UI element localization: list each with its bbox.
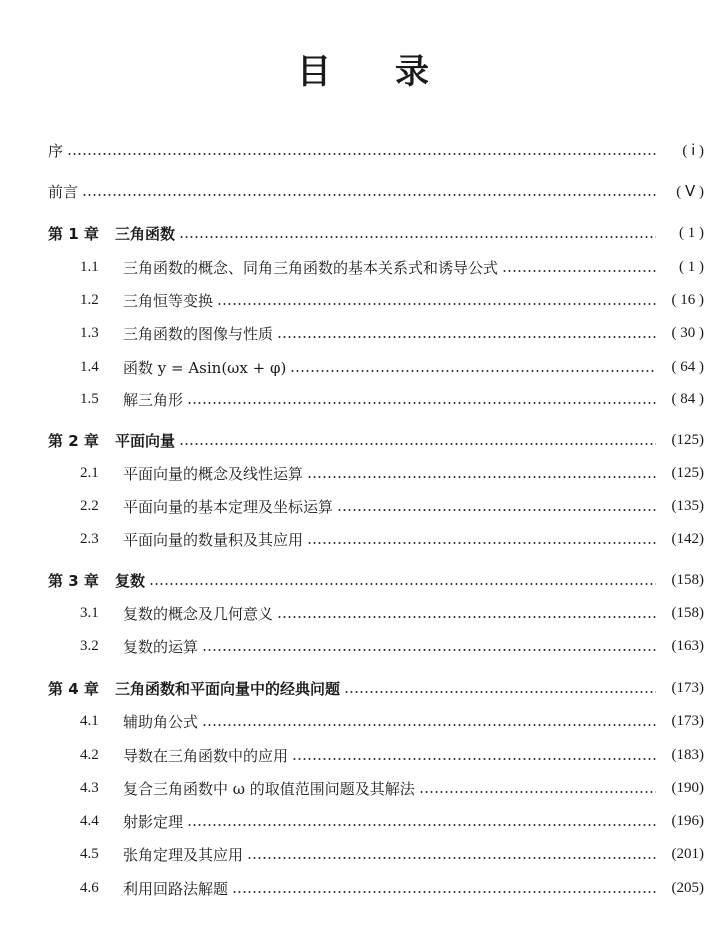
toc-entry-number: 4.4 xyxy=(80,812,99,829)
toc-entry-number: 4.2 xyxy=(80,746,99,763)
dot-leader xyxy=(277,336,656,338)
toc-entry-title: 平面向量的基本定理及坐标运算 xyxy=(123,497,334,516)
dot-leader xyxy=(419,791,656,793)
toc-section-row xyxy=(0,743,728,767)
toc-entry-title: 三角函数的图像与性质 xyxy=(123,324,274,343)
dot-leader xyxy=(502,270,656,272)
toc-section-row xyxy=(0,527,728,551)
toc-entry-number: 第 1 章 xyxy=(48,224,99,243)
toc-entry-title: 三角恒等变换 xyxy=(123,291,214,310)
toc-entry-title: 辅助角公式 xyxy=(123,712,199,731)
toc-page-number: (183) xyxy=(671,746,704,763)
dot-leader xyxy=(67,153,656,155)
dot-leader xyxy=(344,691,656,693)
dot-leader xyxy=(232,891,656,893)
toc-page-number: (196) xyxy=(671,812,704,829)
page-title xyxy=(0,44,728,93)
toc-chapter-row xyxy=(0,568,728,592)
toc-entry-number: 4.1 xyxy=(80,712,99,729)
dot-leader xyxy=(307,542,656,544)
toc-page-number: ( 30 ) xyxy=(671,324,704,341)
toc-entry-title: 三角函数和平面向量中的经典问题 xyxy=(115,679,341,698)
dot-leader xyxy=(187,824,656,826)
dot-leader xyxy=(149,583,656,585)
toc-page-number: (163) xyxy=(671,637,704,654)
toc-page-number: (142) xyxy=(671,530,704,547)
dot-leader xyxy=(179,443,656,445)
toc-entry-title: 三角函数的概念、同角三角函数的基本关系式和诱导公式 xyxy=(123,258,499,277)
toc-entry-title: 复数的概念及几何意义 xyxy=(123,604,274,623)
toc-entry-number: 2.3 xyxy=(80,530,99,547)
toc-entry-number: 4.6 xyxy=(80,879,99,896)
toc-page-number: ( 84 ) xyxy=(671,390,704,407)
toc-chapter-row xyxy=(0,676,728,700)
toc-entry-number: 4.3 xyxy=(80,779,99,796)
toc-entry-title: 导数在三角函数中的应用 xyxy=(123,746,289,765)
toc-chapter-row xyxy=(0,428,728,452)
toc-entry-title: 复合三角函数中 ω 的取值范围问题及其解法 xyxy=(123,779,415,798)
toc-page-number: ( 64 ) xyxy=(671,358,704,375)
toc-entry-number: 1.3 xyxy=(80,324,99,341)
toc-page-number: (125) xyxy=(671,431,704,448)
page-title-char-1: 目 xyxy=(297,52,333,92)
toc-entry-title: 解三角形 xyxy=(123,390,184,409)
toc-section-row xyxy=(0,776,728,800)
toc-page-number: (173) xyxy=(671,679,704,696)
toc-entry-number: 第 3 章 xyxy=(48,571,99,590)
toc-section-row xyxy=(0,634,728,658)
toc-entry-title: 序 xyxy=(48,141,64,160)
dot-leader xyxy=(179,236,656,238)
toc-page-number: (205) xyxy=(671,879,704,896)
toc-front-row xyxy=(0,138,728,162)
toc-page-number: (190) xyxy=(671,779,704,796)
toc-page-number: (158) xyxy=(671,571,704,588)
toc-page-number: ( Ⅴ ) xyxy=(676,183,704,200)
toc-entry-number: 第 2 章 xyxy=(48,431,99,450)
toc-entry-number: 1.5 xyxy=(80,390,99,407)
dot-leader xyxy=(202,649,656,651)
toc-section-row xyxy=(0,494,728,518)
toc-entry-number: 1.1 xyxy=(80,258,99,275)
toc-entry-number: 3.2 xyxy=(80,637,99,654)
toc-page-number: ( ⅰ ) xyxy=(682,142,704,159)
toc-section-row xyxy=(0,355,728,379)
toc-section-row xyxy=(0,288,728,312)
toc-entry-number: 1.4 xyxy=(80,358,99,375)
toc-entry-number: 2.1 xyxy=(80,464,99,481)
toc-entry-number: 2.2 xyxy=(80,497,99,514)
toc-page-number: ( 1 ) xyxy=(679,258,704,275)
dot-leader xyxy=(307,476,656,478)
dot-leader xyxy=(187,402,656,404)
toc-entry-number: 第 4 章 xyxy=(48,679,99,698)
page-title-char-2: 录 xyxy=(395,52,431,92)
toc-entry-title: 射影定理 xyxy=(123,812,184,831)
toc-entry-title: 利用回路法解题 xyxy=(123,879,229,898)
toc-entry-title: 平面向量的数量积及其应用 xyxy=(123,530,304,549)
toc-page-number: (135) xyxy=(671,497,704,514)
toc-entry-title: 函数 y = Asin(ωx + φ) xyxy=(123,358,287,377)
toc-page-number: (173) xyxy=(671,712,704,729)
toc-entry-title: 平面向量的概念及线性运算 xyxy=(123,464,304,483)
toc-section-row xyxy=(0,255,728,279)
toc-section-row xyxy=(0,809,728,833)
toc-section-row xyxy=(0,601,728,625)
toc-page-number: (158) xyxy=(671,604,704,621)
toc-page-number: (125) xyxy=(671,464,704,481)
toc-page-number: (201) xyxy=(671,845,704,862)
toc-entry-title: 张角定理及其应用 xyxy=(123,845,244,864)
toc-entry-number: 4.5 xyxy=(80,845,99,862)
dot-leader xyxy=(82,194,656,196)
toc-entry-title: 平面向量 xyxy=(115,431,176,450)
dot-leader xyxy=(290,370,656,372)
toc-entry-title: 复数的运算 xyxy=(123,637,199,656)
toc-entry-title: 三角函数 xyxy=(115,224,176,243)
toc-page-number: ( 1 ) xyxy=(679,224,704,241)
dot-leader xyxy=(217,303,656,305)
toc-entry-title: 前言 xyxy=(48,182,79,201)
dot-leader xyxy=(202,724,656,726)
toc-front-row xyxy=(0,179,728,203)
toc-section-row xyxy=(0,842,728,866)
dot-leader xyxy=(337,509,656,511)
toc-section-row xyxy=(0,461,728,485)
toc-section-row xyxy=(0,709,728,733)
toc-page-number: ( 16 ) xyxy=(671,291,704,308)
toc-section-row xyxy=(0,387,728,411)
toc-entry-number: 3.1 xyxy=(80,604,99,621)
toc-chapter-row xyxy=(0,221,728,245)
toc-entry-number: 1.2 xyxy=(80,291,99,308)
dot-leader xyxy=(277,616,656,618)
toc-section-row xyxy=(0,876,728,900)
dot-leader xyxy=(292,758,656,760)
dot-leader xyxy=(247,857,656,859)
toc-section-row xyxy=(0,321,728,345)
toc-entry-title: 复数 xyxy=(115,571,146,590)
